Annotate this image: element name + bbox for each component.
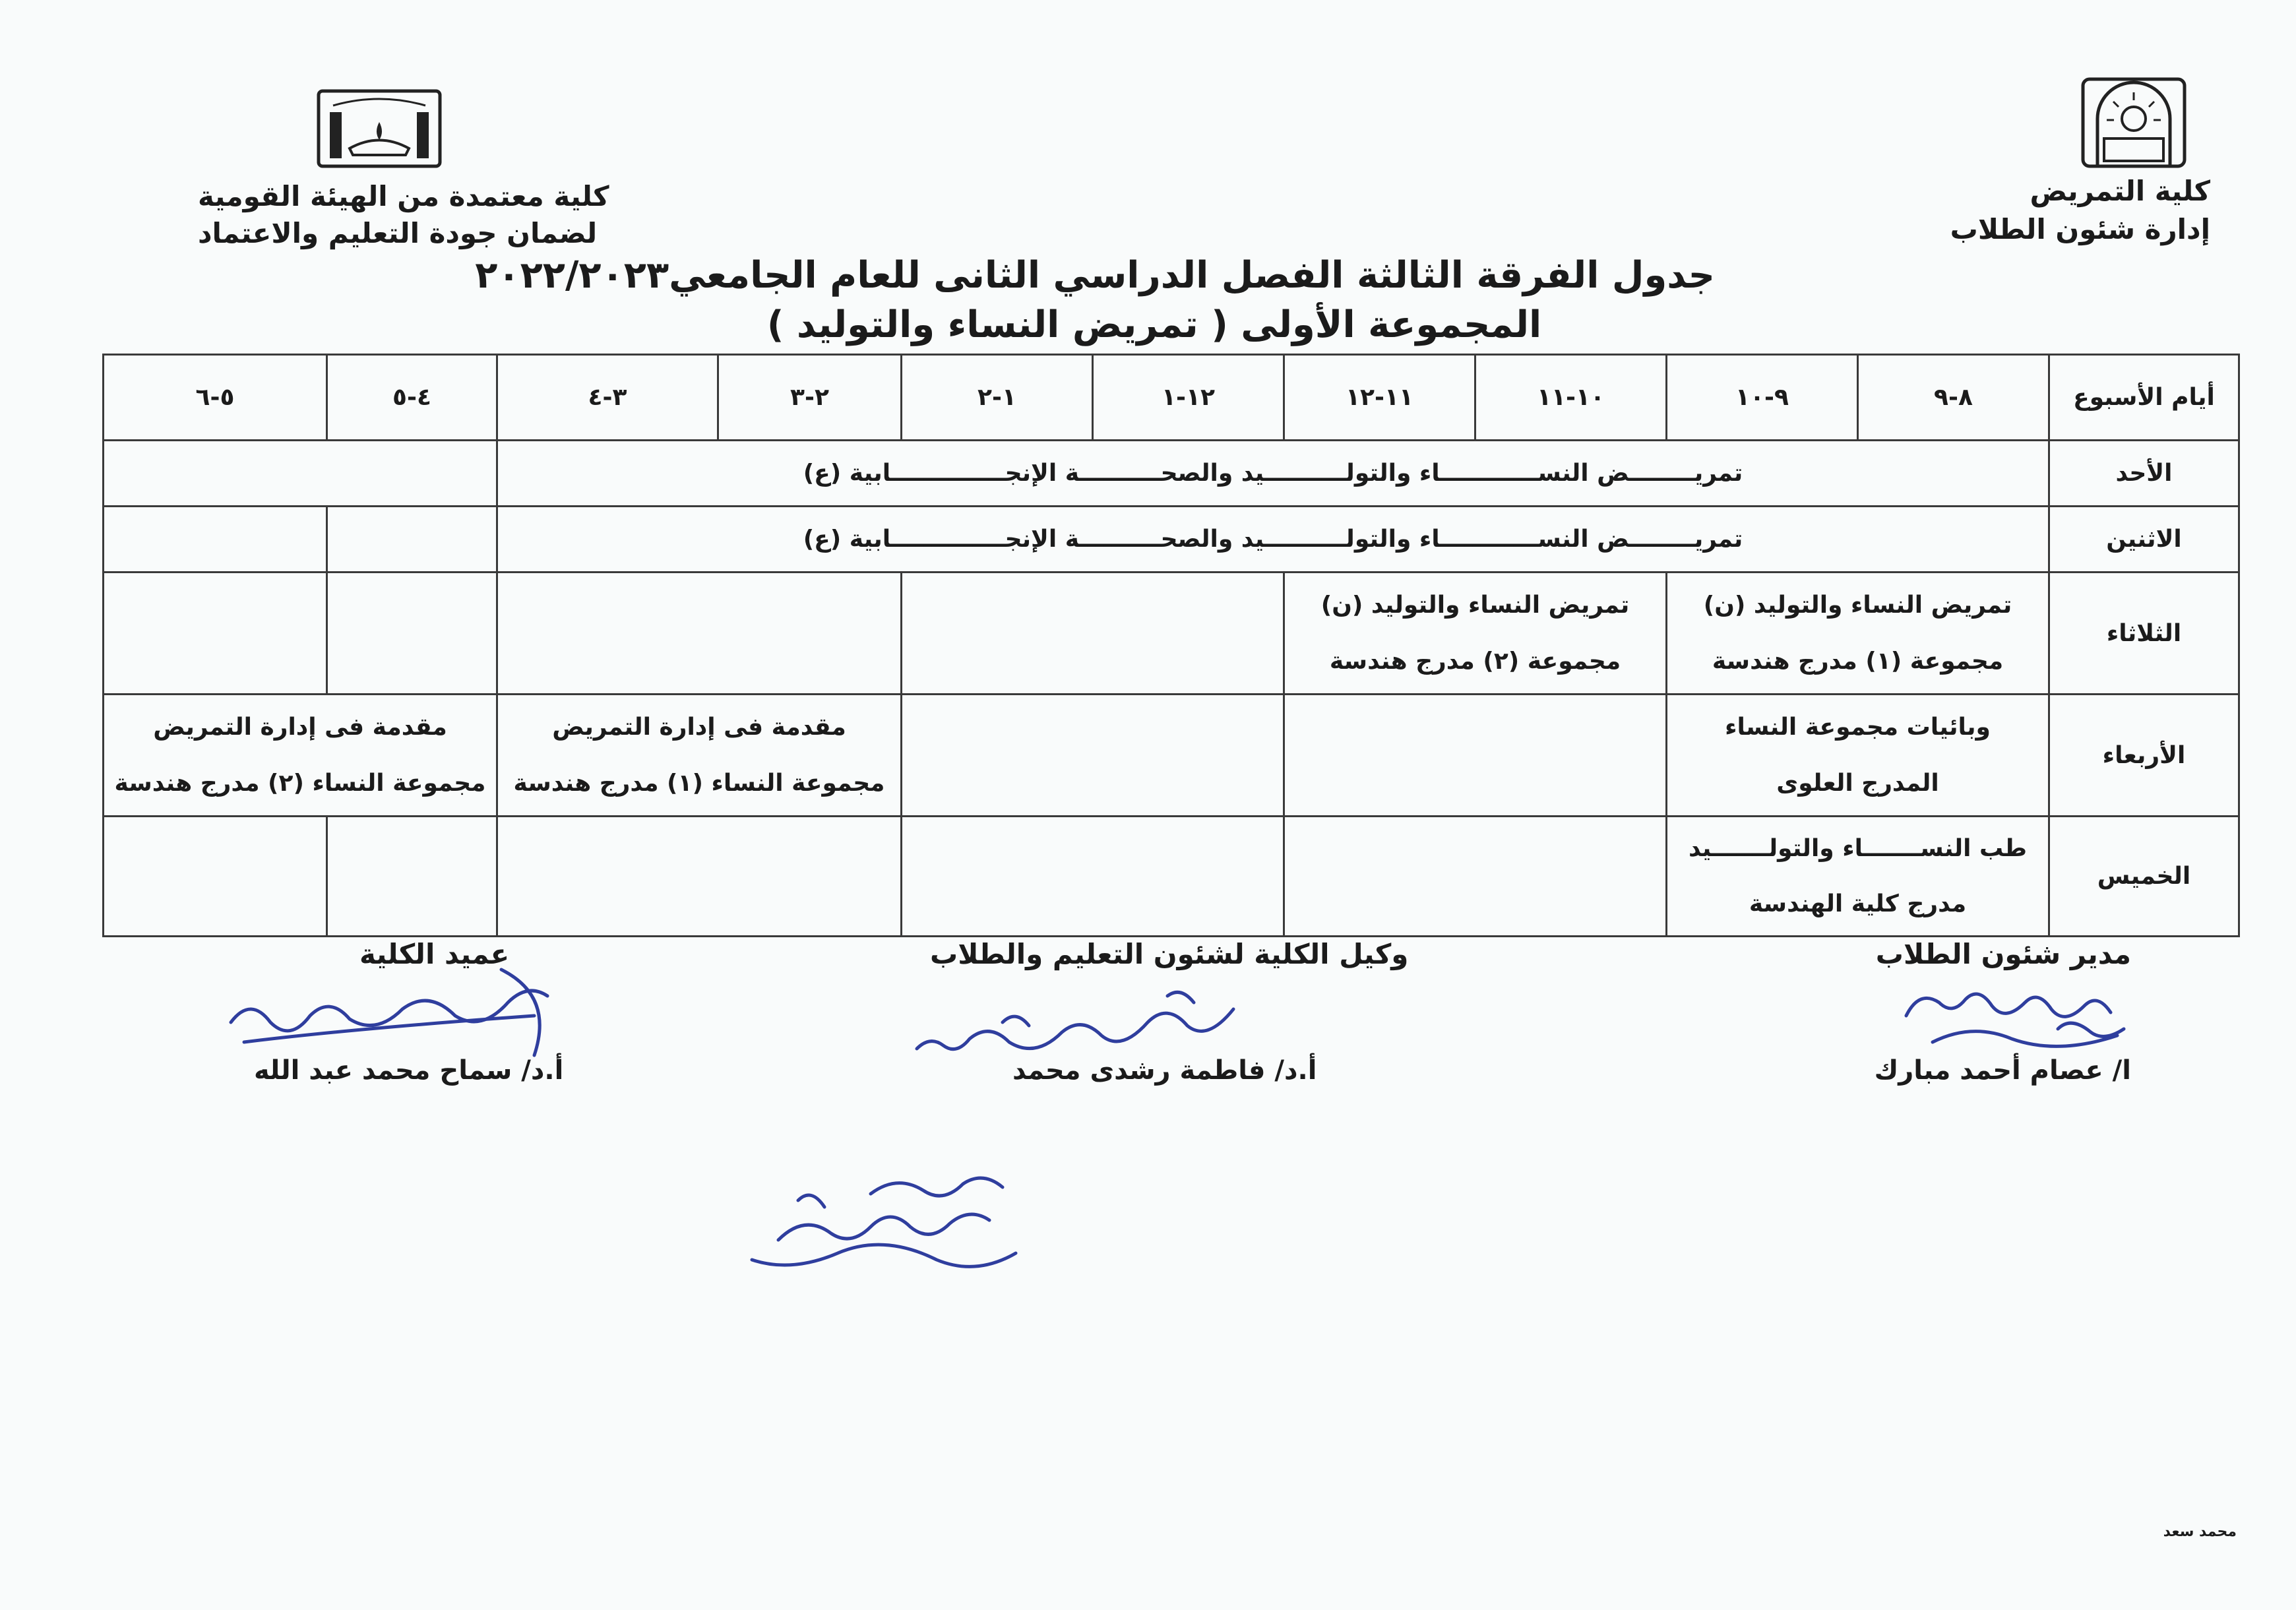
- time-slot: ٨-٩: [1858, 355, 2049, 441]
- college-name: كلية التمريض: [2030, 175, 2210, 207]
- accreditation-logo: [313, 86, 445, 171]
- time-slot: ٢-٣: [718, 355, 902, 441]
- empty-cell: [104, 817, 327, 937]
- day-label: الأحد: [2049, 441, 2239, 507]
- course-location: مجموعة النساء (١) مدرج هندسة: [513, 770, 885, 797]
- course-cell: [1284, 573, 1667, 695]
- empty-cell: [104, 441, 497, 507]
- table-row: [104, 441, 2239, 507]
- schedule-table: [102, 354, 2240, 937]
- course-cell: تمريــــــــض النســــــــــــاء والتولــــــــــيد والصحــــــــــة الإنجــــــــــــــابية (ع): [497, 441, 2049, 507]
- course-name: طب النســـــــاء والتولـــــــيد: [1689, 835, 2027, 863]
- footer-note: محمد سعد: [2163, 1524, 2237, 1540]
- empty-cell: [327, 817, 497, 937]
- dean-title: عميد الكلية: [359, 938, 510, 970]
- course-cell: [104, 695, 497, 817]
- accreditation-line-1: كلية معتمدة من الهيئة القومية: [198, 180, 609, 212]
- course-location: مجموعة النساء (٢) مدرج هندسة: [114, 770, 486, 797]
- empty-cell: [902, 817, 1284, 937]
- page-title: جدول الفرقة الثالثة الفصل الدراسي الثانى للعام الجامعي٢٠٢٢/٢٠٢٣: [475, 254, 1715, 297]
- course-cell: تمريــــــــض النســــــــــــاء والتولــــــــــيد والصحــــــــــة الإنجــــــــــــــابية (ع): [497, 507, 2049, 573]
- nursing-faculty-logo: [2078, 73, 2190, 171]
- table-row: [104, 573, 2239, 695]
- student-affairs-manager-name: ا/ عصام أحمد مبارك: [1874, 1055, 2131, 1086]
- empty-cell: [497, 573, 902, 695]
- course-location: مجموعة (٢) مدرج هندسة: [1329, 648, 1621, 675]
- day-label: الأربعاء: [2049, 695, 2239, 817]
- vice-dean-name: أ.د/ فاطمة رشدى محمد: [1012, 1055, 1317, 1086]
- time-slot: ١٠-١١: [1475, 355, 1667, 441]
- time-slot: ٤-٥: [327, 355, 497, 441]
- course-name: وبائيات مجموعة النساء: [1725, 714, 1991, 741]
- time-slot: ١-٢: [902, 355, 1093, 441]
- empty-cell: [902, 573, 1284, 695]
- course-name: مقدمة فى إدارة التمريض: [552, 714, 846, 741]
- course-name: مقدمة فى إدارة التمريض: [153, 714, 447, 741]
- course-name: تمريض النساء والتوليد (ن): [1703, 592, 2012, 619]
- table-row: [104, 695, 2239, 817]
- course-location: المدرج العلوى: [1776, 770, 1939, 797]
- vice-dean-signature: [904, 976, 1247, 1062]
- corner-header: أيام الأسبوع: [2049, 355, 2239, 441]
- empty-cell: [327, 573, 497, 695]
- course-name: تمريض النساء والتوليد (ن): [1320, 592, 1630, 619]
- course-location: مدرج كلية الهندسة: [1749, 890, 1967, 917]
- department-name: إدارة شئون الطلاب: [1950, 213, 2210, 245]
- empty-cell: [902, 695, 1284, 817]
- time-slot: ٣-٤: [497, 355, 718, 441]
- empty-cell: [104, 573, 327, 695]
- student-affairs-manager-title: مدير شئون الطلاب: [1875, 938, 2131, 970]
- table-row: [104, 817, 2239, 937]
- vice-dean-title: وكيل الكلية لشئون التعليم والطلاب: [930, 938, 1409, 970]
- day-label: الاثنين: [2049, 507, 2239, 573]
- course-cell: [497, 695, 902, 817]
- table-header-row: [104, 355, 2239, 441]
- dean-name: أ.د/ سماح محمد عبد الله: [254, 1055, 564, 1086]
- course-cell: [1667, 695, 2049, 817]
- time-slot: ٩-١٠: [1667, 355, 1858, 441]
- empty-cell: [1284, 695, 1667, 817]
- empty-cell: [1284, 817, 1667, 937]
- empty-cell: [104, 507, 327, 573]
- time-slot: ٥-٦: [104, 355, 327, 441]
- course-cell: [1667, 573, 2049, 695]
- time-slot: ١٢-١: [1093, 355, 1284, 441]
- time-slot: ١١-١٢: [1284, 355, 1475, 441]
- group-subtitle: المجموعة الأولى ( تمريض النساء والتوليد ): [766, 303, 1542, 346]
- course-cell: [1667, 817, 2049, 937]
- day-label: الخميس: [2049, 817, 2239, 937]
- handwritten-note: [739, 1161, 1036, 1293]
- course-location: مجموعة (١) مدرج هندسة: [1712, 648, 2004, 675]
- table-row: [104, 507, 2239, 573]
- manager-signature: [1893, 976, 2144, 1068]
- accreditation-line-2: لضمان جودة التعليم والاعتماد: [198, 217, 598, 249]
- dean-signature: [218, 956, 574, 1068]
- empty-cell: [327, 507, 497, 573]
- day-label: الثلاثاء: [2049, 573, 2239, 695]
- empty-cell: [497, 817, 902, 937]
